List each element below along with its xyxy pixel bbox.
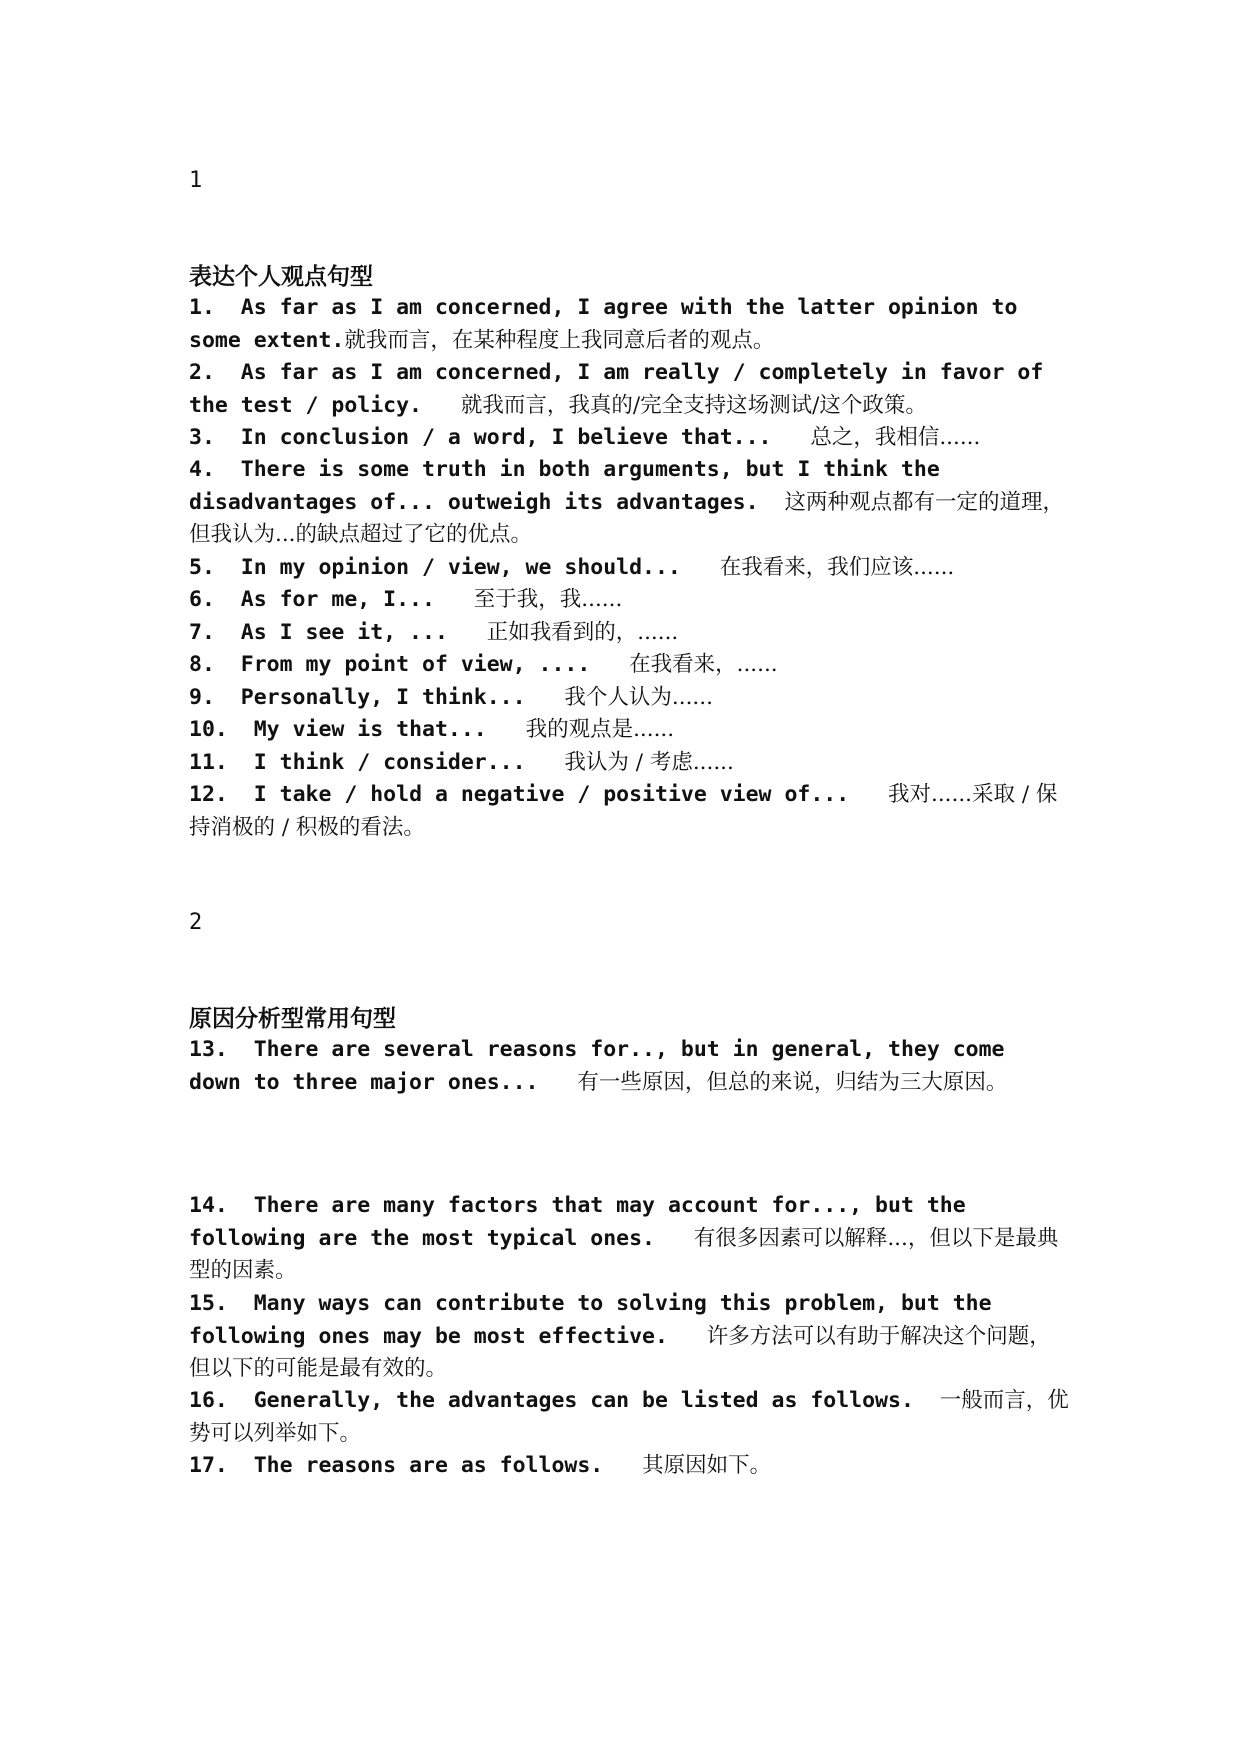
- list-item: 9. Personally, I think... 我个人认为......: [189, 685, 713, 710]
- section-number: 2: [189, 910, 203, 935]
- list-item: 8. From my point of view, .... 在我看来，......: [189, 652, 778, 677]
- section-title: 原因分析型常用句型: [189, 1005, 396, 1032]
- list-item: 13. There are several reasons for.., but in general, they come down to three major ones... 有一些原因，但总的来说，归结为三大原因。: [189, 1037, 1018, 1095]
- list-item: 10. My view is that... 我的观点是......: [189, 717, 675, 742]
- list-item: 3. In conclusion / a word, I believe that... 总之，我相信......: [189, 425, 981, 450]
- list-item: 1. As far as I am concerned, I agree with the latter opinion to some extent.就我而言，在某种程度上我同意后者的观点。: [189, 295, 1031, 353]
- list-item: 14. There are many factors that may account for..., but the following are the most typical ones. 有很多因素可以解释...，但以下是最典型的因素。: [189, 1193, 1059, 1283]
- section-title: 表达个人观点句型: [189, 263, 373, 290]
- list-item: 11. I think / consider... 我认为 / 考虑......: [189, 750, 734, 775]
- list-item: 2. As far as I am concerned, I am really / completely in favor of the test / policy. 就我而言，我真的/完全支持这场测试/这个政策。: [189, 360, 1057, 418]
- section-number: 1: [189, 168, 203, 193]
- list-item: 7. As I see it, ... 正如我看到的，......: [189, 620, 679, 645]
- list-item: 15. Many ways can contribute to solving this problem, but the following ones may be most effective. 许多方法可以有助于解决这个问题，但以下的可能是最有效的。: [189, 1291, 1051, 1381]
- list-item: 17. The reasons are as follows. 其原因如下。: [189, 1453, 772, 1478]
- list-item: 5. In my opinion / view, we should... 在我看来，我们应该......: [189, 555, 955, 580]
- list-item: 12. I take / hold a negative / positive view of... 我对......采取 / 保持消极的 / 积极的看法。: [189, 782, 1058, 840]
- list-item: 16. Generally, the advantages can be listed as follows. 一般而言，优势可以列举如下。: [189, 1388, 1069, 1446]
- list-item: 4. There is some truth in both arguments, but I think the disadvantages of... outweigh its advantages. 这两种观点都有一定的道理，但我认为...的缺点超过了它的优点。: [189, 457, 1064, 547]
- list-item: 6. As for me, I... 至于我，我......: [189, 587, 623, 612]
